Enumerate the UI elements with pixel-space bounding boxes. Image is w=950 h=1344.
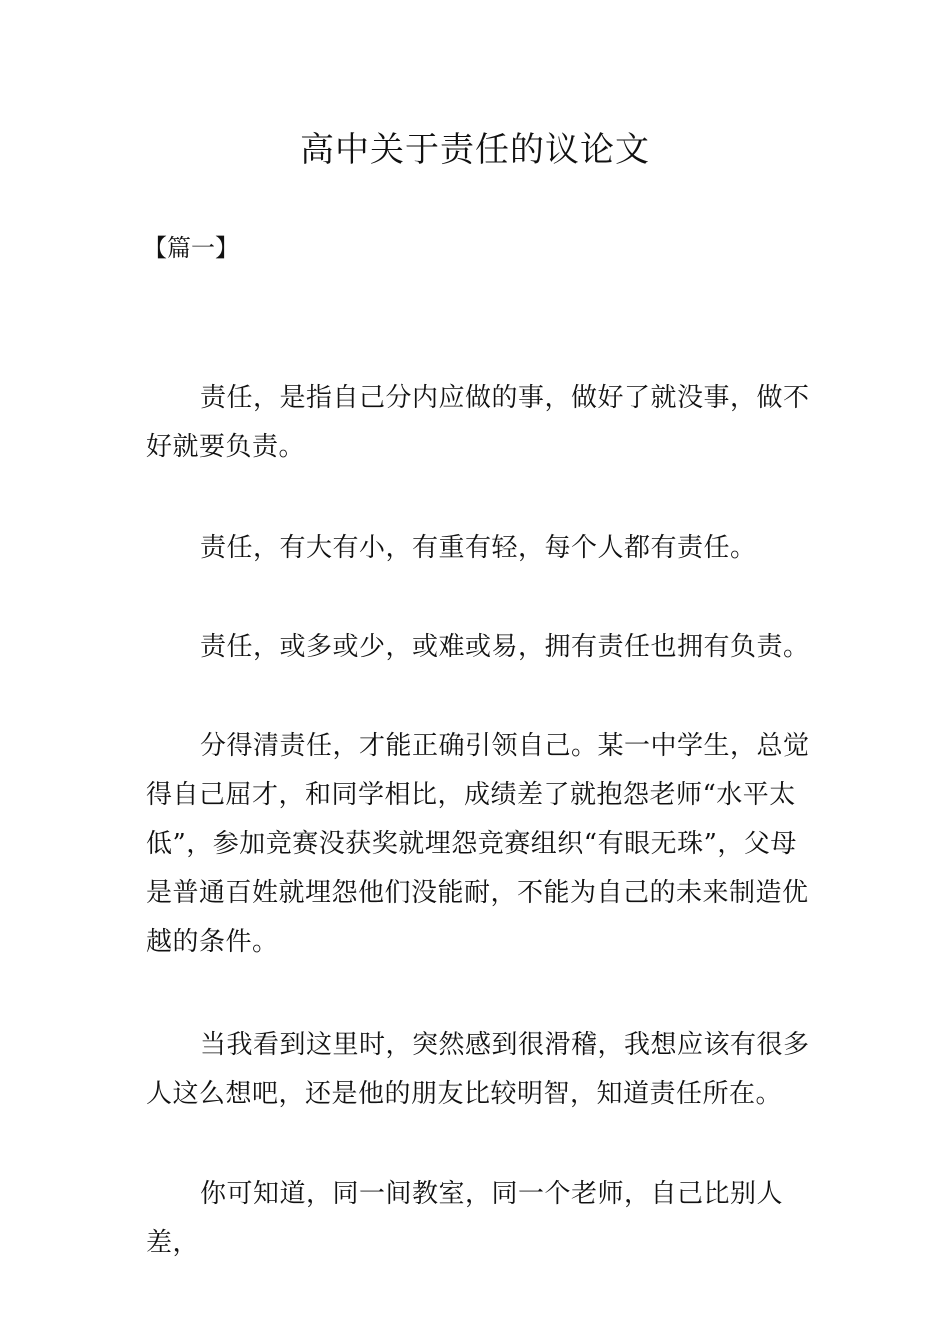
paragraph: 分得清责任，才能正确引领自己。某一中学生，总觉得自己屈才，和同学相比，成绩差了就抱怨老师“水平太低”，参加竞赛没获奖就埋怨竞赛组织“有眼无珠”，父母是普通百姓就埋怨他们没能耐，不能为自己的未来制造优越的条件。: [146, 731, 810, 957]
paragraph: 责任，有大有小，有重有轻，每个人都有责任。: [200, 533, 757, 563]
paragraph: 责任，是指自己分内应做的事，做好了就没事，做不好就要负责。: [146, 383, 810, 462]
document-title: 高中关于责任的议论文: [300, 130, 650, 170]
paragraph: 当我看到这里时，突然感到很滑稽，我想应该有很多人这么想吧，还是他的朋友比较明智，知道责任所在。: [146, 1030, 810, 1109]
paragraph: 你可知道，同一间教室，同一个老师，自己比别人差，: [146, 1179, 784, 1258]
section-label: 【篇一】: [143, 234, 239, 262]
paragraph: 责任，或多或少，或难或易，拥有责任也拥有负责。: [200, 632, 810, 662]
